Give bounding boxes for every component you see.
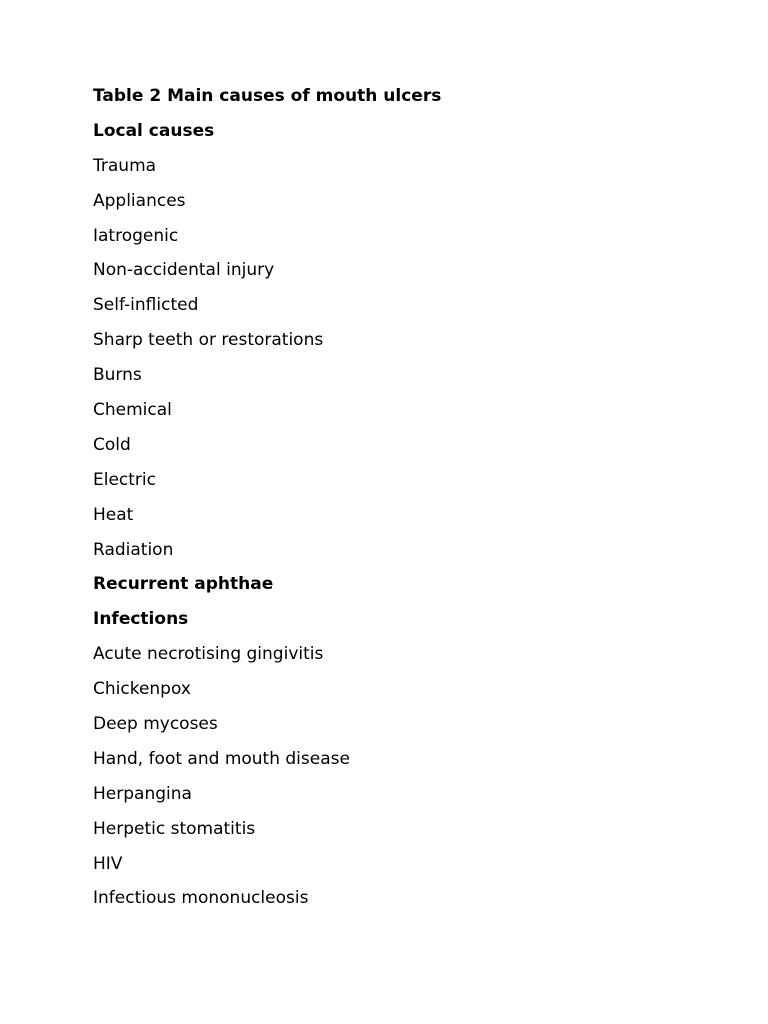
- list-item: Hand, foot and mouth disease: [93, 748, 350, 769]
- list-item: Deep mycoses: [93, 714, 218, 735]
- list-item: Iatrogenic: [93, 225, 179, 246]
- section-heading: Local causes: [93, 120, 215, 141]
- list-item: Trauma: [93, 155, 157, 176]
- list-item: Electric: [93, 469, 156, 490]
- list-item: Herpetic stomatitis: [93, 818, 256, 839]
- list-item: Herpangina: [93, 783, 192, 804]
- section-heading: Infections: [93, 609, 189, 630]
- list-item: Cold: [93, 434, 131, 455]
- list-item: Sharp teeth or restorations: [93, 330, 324, 351]
- list-item: Appliances: [93, 190, 186, 211]
- list-item: Infectious mononucleosis: [93, 888, 309, 909]
- list-item: Self-inflicted: [93, 295, 199, 316]
- list-item: Non-accidental injury: [93, 260, 275, 281]
- list-item: Radiation: [93, 539, 174, 560]
- list-item: Chemical: [93, 400, 172, 421]
- table-title: Table 2 Main causes of mouth ulcers: [93, 86, 442, 106]
- section-heading: Recurrent aphthae: [93, 574, 274, 595]
- list-item: Burns: [93, 365, 142, 386]
- list-item: HIV: [93, 853, 123, 874]
- list-item: Heat: [93, 504, 134, 525]
- list-item: Acute necrotising gingivitis: [93, 644, 324, 665]
- list-item: Chickenpox: [93, 679, 191, 700]
- table-content: [93, 84, 733, 921]
